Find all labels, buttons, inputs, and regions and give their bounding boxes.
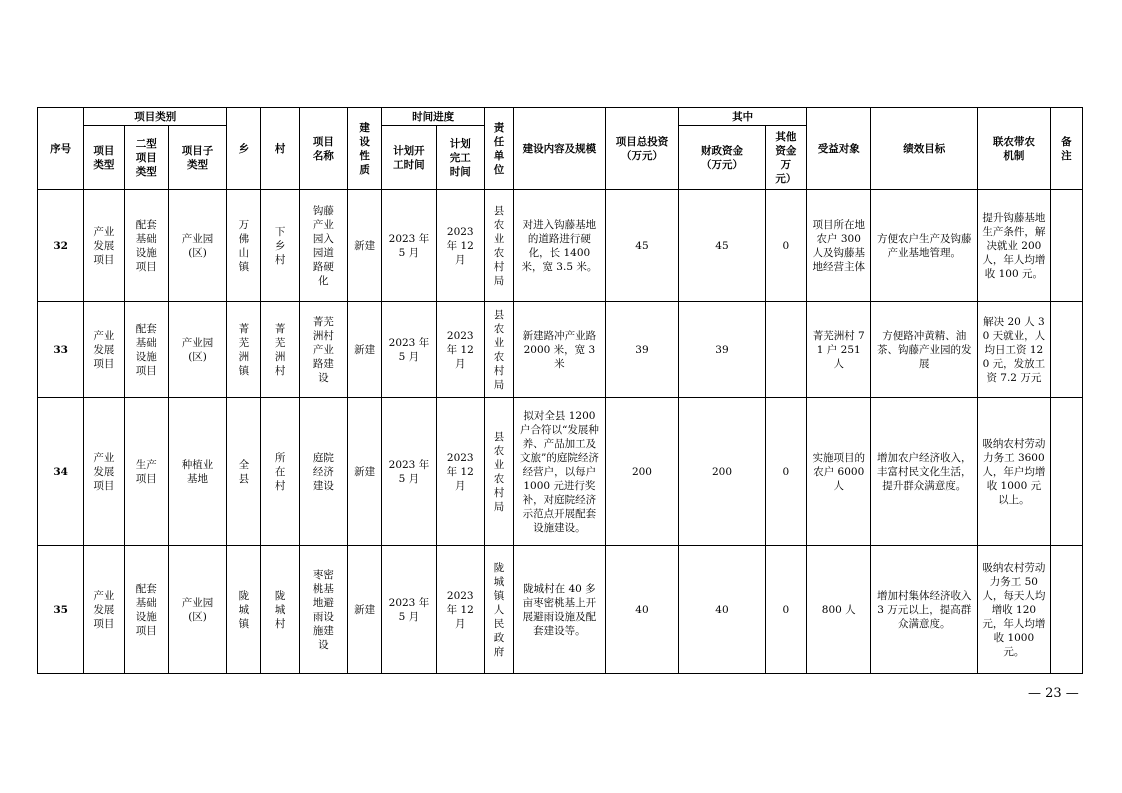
cell-remark (1050, 546, 1082, 674)
cell-project-type (84, 546, 124, 674)
cell-fiscal (679, 302, 766, 398)
cell-unit (484, 190, 513, 302)
cell-end-text: 2023 年 12 月 (446, 329, 474, 370)
cell-secondary-type (124, 190, 168, 302)
cell-nature (348, 302, 382, 398)
cell-start (382, 546, 436, 674)
cell-end (436, 302, 484, 398)
cell-nature-text: 新建 (354, 239, 376, 252)
cell-project-name-text: 庭院经济建设 (312, 451, 334, 492)
cell-township (227, 190, 261, 302)
cell-seq (38, 302, 84, 398)
cell-content (514, 546, 606, 674)
cell-nature (348, 398, 382, 546)
cell-project-name (299, 302, 347, 398)
header-project-name-text: 项目名称 (312, 135, 334, 162)
cell-sub-type (168, 302, 226, 398)
cell-start-text: 2023 年 5 月 (388, 232, 430, 259)
header-beneficiary: 受益对象 (807, 108, 871, 190)
cell-seq-text: 32 (53, 239, 68, 252)
header-of-which: 其中 (679, 108, 807, 126)
cell-content (514, 190, 606, 302)
header-secondary-type (124, 126, 168, 190)
cell-project-name (299, 546, 347, 674)
cell-township-text: 菁芜洲镇 (238, 322, 250, 377)
cell-total-text: 45 (635, 239, 649, 252)
cell-fiscal (679, 398, 766, 546)
cell-township-text: 陇城镇 (238, 589, 250, 630)
header-secondary-type-text: 二型项目类型 (135, 137, 157, 178)
header-fiscal (679, 126, 766, 190)
cell-beneficiary-text: 菁芜洲村 71 户 251 人 (812, 329, 865, 370)
cell-remark (1050, 190, 1082, 302)
cell-end-text: 2023 年 12 月 (446, 589, 474, 630)
cell-total-text: 200 (631, 465, 652, 478)
cell-unit (484, 546, 513, 674)
cell-remark (1050, 398, 1082, 546)
cell-village-text: 菁芜洲村 (274, 322, 286, 377)
cell-village-text: 所在村 (274, 451, 286, 492)
cell-goal-text: 方便农户生产及钩藤产业基地管理。 (877, 232, 972, 259)
cell-end-text: 2023 年 12 月 (446, 225, 474, 266)
cell-sub-type-text: 产业园(区) (181, 336, 214, 363)
cell-nature-text: 新建 (354, 603, 376, 616)
cell-start-text: 2023 年 5 月 (388, 458, 430, 485)
header-remark-text: 备注 (1061, 135, 1072, 162)
cell-total-text: 39 (635, 343, 649, 356)
cell-beneficiary-text: 实施项目的农户 6000 人 (812, 451, 865, 492)
cell-beneficiary (807, 302, 871, 398)
cell-mechanism (978, 302, 1050, 398)
cell-other-text: 0 (782, 239, 790, 252)
cell-secondary-type (124, 398, 168, 546)
header-nature-text: 建设性质 (359, 121, 370, 176)
cell-sub-type-text: 种植业基地 (181, 458, 214, 485)
cell-seq-text: 35 (53, 603, 68, 616)
cell-fiscal-text: 40 (715, 603, 729, 616)
cell-unit (484, 398, 513, 546)
cell-sub-type (168, 190, 226, 302)
cell-total (605, 302, 678, 398)
header-nature (348, 108, 382, 190)
header-fiscal-text: 财政资金（万元） (700, 144, 743, 171)
cell-nature (348, 190, 382, 302)
cell-fiscal-text: 45 (715, 239, 729, 252)
cell-remark (1050, 302, 1082, 398)
cell-content-text: 陇城村在 40 多亩枣密桃基上开展避雨设施及配套建设等。 (522, 582, 597, 637)
cell-village (261, 190, 299, 302)
cell-start (382, 398, 436, 546)
cell-fiscal-text: 200 (711, 465, 732, 478)
cell-seq (38, 398, 84, 546)
cell-other (765, 398, 806, 546)
cell-project-name-text: 菁芜洲村产业路建设 (312, 315, 334, 384)
cell-nature (348, 546, 382, 674)
cell-other-text: 0 (782, 603, 790, 616)
cell-end (436, 398, 484, 546)
cell-seq-text: 33 (53, 343, 68, 356)
header-goal: 绩效目标 (871, 108, 978, 190)
header-remark (1050, 108, 1082, 190)
header-sub-type (168, 126, 226, 190)
cell-secondary-type (124, 302, 168, 398)
header-unit-text: 责任单位 (493, 121, 505, 176)
cell-start-text: 2023 年 5 月 (388, 336, 430, 363)
table-row (38, 190, 1083, 302)
header-end-text: 计划完工时间 (449, 137, 471, 178)
cell-secondary-type-text: 配套基础设施项目 (135, 582, 157, 637)
cell-mechanism-text: 解决 20 人 30 天就业，人均日工资 120 元，发放工资 7.2 万元 (982, 315, 1046, 384)
cell-end-text: 2023 年 12 月 (446, 451, 474, 492)
cell-fiscal (679, 546, 766, 674)
cell-project-name (299, 190, 347, 302)
cell-sub-type (168, 546, 226, 674)
cell-township-text: 全县 (238, 458, 250, 485)
cell-goal (871, 546, 978, 674)
cell-project-name-text: 枣密桃基地避雨设施建设 (312, 568, 334, 651)
cell-secondary-type-text: 配套基础设施项目 (135, 218, 157, 273)
header-row-1 (38, 108, 1083, 126)
cell-other-text: 0 (782, 465, 790, 478)
cell-project-type (84, 398, 124, 546)
cell-content-text: 对进入钩藤基地的道路进行硬化，长 1400 米，宽 3.5 米。 (521, 218, 598, 273)
cell-goal-text: 方便路冲黄精、油茶、钩藤产业园的发展 (877, 329, 972, 370)
cell-end (436, 546, 484, 674)
header-end (436, 126, 484, 190)
cell-other (765, 546, 806, 674)
cell-township-text: 万佛山镇 (238, 218, 250, 273)
cell-mechanism-text: 吸纳农村劳动力务工 50 人，每天人均增收 120 元，年人均增收 1000 元。 (982, 561, 1046, 658)
cell-fiscal-text: 39 (715, 343, 729, 356)
cell-unit-text: 陇城镇人民政府 (493, 561, 505, 658)
cell-other (765, 302, 806, 398)
table-row (38, 398, 1083, 546)
cell-mechanism-text: 吸纳农村劳动力务工 3600 人，年户均增收 1000 元以上。 (982, 437, 1046, 506)
header-township: 乡 (227, 108, 261, 190)
header-total: 项目总投资（万元） (605, 108, 678, 190)
cell-village (261, 398, 299, 546)
cell-secondary-type-text: 配套基础设施项目 (135, 322, 157, 377)
cell-fiscal (679, 190, 766, 302)
cell-total-text: 40 (635, 603, 649, 616)
cell-township (227, 546, 261, 674)
header-start (382, 126, 436, 190)
cell-total (605, 398, 678, 546)
header-unit (484, 108, 513, 190)
cell-mechanism-text: 提升钩藤基地生产条件，解决就业 200 人，年人均增收 100 元。 (982, 211, 1046, 280)
table-row (38, 546, 1083, 674)
cell-content (514, 302, 606, 398)
header-mechanism (978, 108, 1050, 190)
header-schedule-group: 时间进度 (382, 108, 485, 126)
cell-project-type-text: 产业发展项目 (93, 589, 115, 630)
cell-project-type-text: 产业发展项目 (93, 329, 115, 370)
header-start-text: 计划开工时间 (393, 144, 425, 171)
cell-goal-text: 增加村集体经济收入 3 万元以上，提高群众满意度。 (877, 589, 972, 630)
cell-other (765, 190, 806, 302)
cell-beneficiary-text: 800 人 (821, 603, 856, 616)
cell-sub-type-text: 产业园(区) (181, 596, 214, 623)
cell-goal (871, 190, 978, 302)
cell-total (605, 546, 678, 674)
cell-project-type-text: 产业发展项目 (93, 225, 115, 266)
table-row (38, 302, 1083, 398)
cell-content-text: 新建路冲产业路 2000 米，宽 3 米 (522, 329, 597, 370)
cell-nature-text: 新建 (354, 465, 376, 478)
cell-project-type (84, 190, 124, 302)
cell-project-name-text: 钩藤产业园入园道路硬化 (312, 204, 334, 287)
cell-seq (38, 546, 84, 674)
cell-secondary-type (124, 546, 168, 674)
cell-secondary-type-text: 生产项目 (135, 458, 157, 485)
cell-mechanism (978, 546, 1050, 674)
cell-start-text: 2023 年 5 月 (388, 596, 430, 623)
header-seq: 序号 (38, 108, 84, 190)
cell-unit-text: 县农业农村局 (493, 204, 505, 287)
cell-nature-text: 新建 (354, 343, 376, 356)
cell-content-text: 拟对全县 1200 户合符以“发展种养、产品加工及文旅”的庭院经济经营户，以每户 1000 元进行奖补，对庭院经济示范点开展配套设施建设。 (519, 409, 599, 534)
cell-beneficiary (807, 190, 871, 302)
cell-sub-type (168, 398, 226, 546)
cell-unit-text: 县农业农村局 (493, 430, 505, 513)
cell-unit (484, 302, 513, 398)
header-category-group: 项目类别 (84, 108, 227, 126)
cell-beneficiary (807, 398, 871, 546)
header-other-text: 其他资金万元） (775, 130, 797, 185)
cell-township (227, 302, 261, 398)
cell-seq-text: 34 (53, 465, 68, 478)
cell-village (261, 302, 299, 398)
cell-mechanism (978, 190, 1050, 302)
cell-goal-text: 增加农户经济收入，丰富村民文化生活，提升群众满意度。 (877, 451, 972, 492)
cell-township (227, 398, 261, 546)
cell-beneficiary-text: 项目所在地农户 300 人及钩藤基地经营主体 (812, 218, 865, 273)
cell-start (382, 302, 436, 398)
header-other (765, 126, 806, 190)
cell-goal (871, 302, 978, 398)
cell-content (514, 398, 606, 546)
cell-village-text: 陇城村 (274, 589, 286, 630)
project-table (37, 107, 1083, 674)
cell-village (261, 546, 299, 674)
header-project-type (84, 126, 124, 190)
cell-project-type (84, 302, 124, 398)
cell-unit-text: 县农业农村局 (493, 308, 505, 391)
header-content: 建设内容及规模 (514, 108, 606, 190)
cell-village-text: 下乡村 (274, 225, 286, 266)
cell-sub-type-text: 产业园(区) (181, 232, 214, 259)
header-sub-type-text: 项目子类型 (181, 144, 214, 171)
cell-start (382, 190, 436, 302)
header-village: 村 (261, 108, 299, 190)
cell-end (436, 190, 484, 302)
cell-goal (871, 398, 978, 546)
cell-mechanism (978, 398, 1050, 546)
cell-seq (38, 190, 84, 302)
cell-project-type-text: 产业发展项目 (93, 451, 115, 492)
header-project-name (299, 108, 347, 190)
cell-project-name (299, 398, 347, 546)
page-number: — 23 — (1028, 686, 1079, 701)
cell-beneficiary (807, 546, 871, 674)
header-project-type-text: 项目类型 (93, 144, 115, 171)
header-mechanism-text: 联农带农机制 (992, 135, 1035, 162)
cell-total (605, 190, 678, 302)
